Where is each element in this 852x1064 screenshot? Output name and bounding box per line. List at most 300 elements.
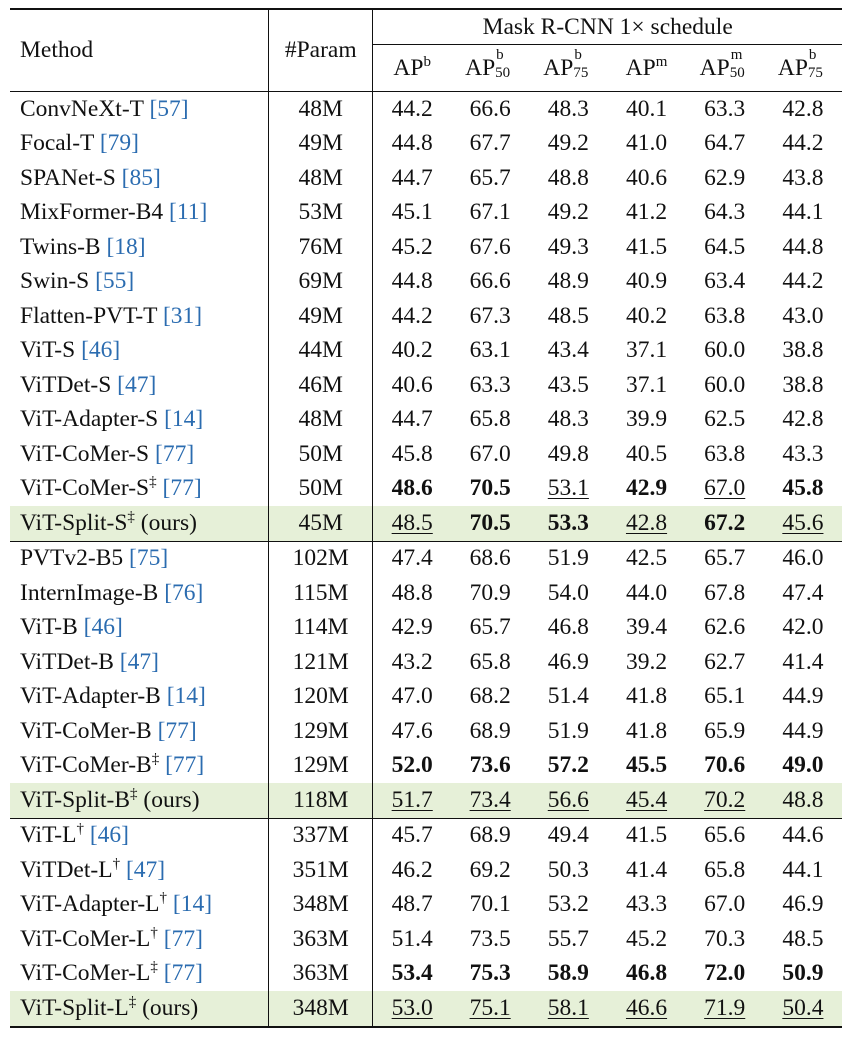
method-cell xyxy=(10,506,269,541)
method-mark: † xyxy=(150,924,158,941)
method-mark: ‡ xyxy=(150,959,158,976)
metric-cell: 41.4 xyxy=(625,856,668,883)
metric-header-4: AP m 50 xyxy=(699,46,745,81)
metric-cell: 53.0 xyxy=(373,991,451,1027)
table-row xyxy=(10,818,842,853)
table-row xyxy=(10,991,842,1027)
metric-cell: 39.2 xyxy=(625,648,668,675)
metric-cell: 43.3 xyxy=(782,440,824,467)
metric-cell: 67.0 xyxy=(704,891,746,918)
metric-cell: 53.2 xyxy=(547,891,589,918)
metric-cell: 41.5 xyxy=(625,233,668,260)
method-name: ViT-CoMer-B xyxy=(20,752,152,779)
metric-cell: 50.9 xyxy=(782,960,824,987)
metric-cell: 62.6 xyxy=(704,614,746,641)
metric-cell: 40.5 xyxy=(625,440,668,467)
method-cell xyxy=(10,645,269,680)
metric-cell: 67.6 xyxy=(469,233,511,260)
metric-cell: 68.9 xyxy=(469,717,511,744)
metric-cell: 40.2 xyxy=(391,337,433,364)
table-row xyxy=(10,127,842,162)
metric-cell: 50.3 xyxy=(547,856,589,883)
metric-cell: 40.1 xyxy=(607,92,685,127)
metric-cell: 39.9 xyxy=(625,406,668,433)
method-name: InternImage-B xyxy=(20,579,159,606)
method-name: ViT-CoMer-S xyxy=(20,440,150,467)
metric-cell: 44.8 xyxy=(391,130,433,157)
param-cell: 351M xyxy=(269,853,373,888)
method-cell xyxy=(10,991,269,1027)
method-name: ViT-Split-S xyxy=(20,509,128,536)
metric-cell: 65.9 xyxy=(704,717,746,744)
method-name: ViTDet-L xyxy=(20,856,113,883)
metric-cell: 68.6 xyxy=(451,541,529,576)
metric-cell: 70.5 xyxy=(469,475,511,502)
metric-cell: 49.2 xyxy=(547,199,589,226)
method-name: ViT-CoMer-B xyxy=(20,717,152,744)
param-cell: 337M xyxy=(269,818,373,853)
param-cell: 48M xyxy=(269,161,373,196)
metric-cell: 44.1 xyxy=(782,856,824,883)
table-row xyxy=(10,888,842,923)
method-cell xyxy=(10,611,269,646)
param-cell: 121M xyxy=(269,645,373,680)
param-cell: 348M xyxy=(269,991,373,1027)
metric-cell: 63.3 xyxy=(686,92,764,127)
param-cell: 48M xyxy=(269,92,373,127)
metric-cell: 63.4 xyxy=(704,268,746,295)
citation-link[interactable]: [85] xyxy=(121,164,161,191)
table-row xyxy=(10,368,842,403)
metric-cell: 49.2 xyxy=(547,130,589,157)
method-name: ViTDet-S xyxy=(20,371,112,398)
method-name: Swin-S xyxy=(20,268,90,295)
metric-cell: 72.0 xyxy=(704,960,746,987)
table-row xyxy=(10,161,842,196)
citation-link[interactable]: [47] xyxy=(125,856,166,883)
metric-cell: 65.8 xyxy=(469,648,511,675)
metric-cell: 70.5 xyxy=(451,506,529,541)
metric-cell: 64.3 xyxy=(704,199,746,226)
metric-cell: 50.4 xyxy=(764,991,842,1027)
metric-cell: 44.6 xyxy=(764,818,842,853)
method-name: Twins-B xyxy=(20,233,101,260)
table-row xyxy=(10,541,842,576)
metric-cell: 47.4 xyxy=(373,541,451,576)
metric-cell: 54.0 xyxy=(547,579,589,606)
metric-cell: 63.8 xyxy=(704,440,746,467)
metric-cell: 44.7 xyxy=(391,406,433,433)
metric-cell: 68.2 xyxy=(469,683,511,710)
citation-link[interactable]: [77] xyxy=(157,717,197,744)
method-cell xyxy=(10,957,269,992)
metric-cell: 45.1 xyxy=(391,199,433,226)
metric-cell: 40.9 xyxy=(625,268,668,295)
metric-cell: 43.8 xyxy=(782,164,824,191)
table-body xyxy=(10,92,842,1027)
metric-cell: 73.4 xyxy=(451,783,529,818)
metric-cell: 38.8 xyxy=(782,337,824,364)
param-cell: 50M xyxy=(269,437,373,472)
metric-cell: 52.0 xyxy=(391,752,433,779)
metric-cell: 44.0 xyxy=(625,579,668,606)
group-header: Mask R-CNN 1× schedule xyxy=(373,9,842,45)
metric-header-3: $AP^m$ xyxy=(625,53,668,81)
metric-cell: 53.3 xyxy=(529,506,607,541)
method-cell xyxy=(10,853,269,888)
method-cell xyxy=(10,541,269,576)
metric-cell: 45.8 xyxy=(391,440,433,467)
method-cell xyxy=(10,230,269,265)
param-cell: 114M xyxy=(269,611,373,646)
table-row xyxy=(10,265,842,300)
method-cell xyxy=(10,818,269,853)
metric-cell: 64.7 xyxy=(704,130,746,157)
table-row xyxy=(10,645,842,680)
metric-cell: 45.4 xyxy=(607,783,685,818)
metric-cell: 60.0 xyxy=(704,371,746,398)
metric-cell: 46.8 xyxy=(547,614,589,641)
metric-cell: 42.8 xyxy=(607,506,685,541)
table-row xyxy=(10,230,842,265)
metric-cell: 45.8 xyxy=(782,475,824,502)
method-name: ViTDet-B xyxy=(20,648,114,675)
ours-label: (ours) xyxy=(143,786,200,813)
table-row xyxy=(10,922,842,957)
metric-cell: 65.8 xyxy=(704,856,746,883)
citation-link[interactable]: [46] xyxy=(83,614,123,641)
metric-cell: 39.4 xyxy=(625,614,668,641)
metric-cell: 51.7 xyxy=(373,783,451,818)
metric-cell: 45.6 xyxy=(764,506,842,541)
method-name: ViT-Adapter-B xyxy=(20,683,161,710)
metric-cell: 48.6 xyxy=(391,475,433,502)
param-cell: 348M xyxy=(269,888,373,923)
metric-cell: 65.7 xyxy=(686,541,764,576)
citation-link[interactable]: [77] xyxy=(163,925,203,952)
method-name: ViT-Adapter-L xyxy=(20,891,160,918)
metric-cell: 75.3 xyxy=(469,960,511,987)
citation-link[interactable]: [46] xyxy=(81,337,121,364)
metric-cell: 40.6 xyxy=(625,164,668,191)
metric-cell: 67.2 xyxy=(686,506,764,541)
method-mark: ‡ xyxy=(130,785,138,802)
param-header: #Param xyxy=(269,9,373,92)
method-cell xyxy=(10,437,269,472)
method-cell xyxy=(10,472,269,507)
metric-cell: 42.8 xyxy=(782,406,824,433)
metric-cell: 42.5 xyxy=(607,541,685,576)
metric-cell: 70.1 xyxy=(469,891,511,918)
metric-cell: 41.5 xyxy=(607,818,685,853)
method-name: ViT-CoMer-S xyxy=(20,475,150,502)
metric-cell: 46.9 xyxy=(782,891,824,918)
citation-link[interactable]: [57] xyxy=(149,95,189,122)
metric-cell: 67.0 xyxy=(704,475,746,502)
method-cell xyxy=(10,749,269,784)
metric-cell: 46.9 xyxy=(547,648,589,675)
metric-cell: 69.2 xyxy=(469,856,511,883)
metric-cell: 47.0 xyxy=(391,683,433,710)
method-name: ViT-L xyxy=(20,822,77,849)
method-name: ViT-CoMer-L xyxy=(20,925,151,952)
metric-cell: 40.6 xyxy=(391,371,433,398)
method-name: ViT-S xyxy=(20,337,76,364)
results-table xyxy=(10,8,842,1028)
citation-link[interactable]: [31] xyxy=(162,302,203,329)
method-name: ViT-B xyxy=(20,614,78,641)
metric-cell: 67.3 xyxy=(469,302,511,329)
metric-cell: 44.2 xyxy=(391,302,433,329)
metric-cell: 48.8 xyxy=(764,783,842,818)
results-table-container xyxy=(10,8,842,1028)
citation-link[interactable]: [47] xyxy=(117,371,157,398)
metric-cell: 51.4 xyxy=(547,683,589,710)
metric-cell: 55.7 xyxy=(547,925,589,952)
metric-cell: 44.8 xyxy=(782,233,824,260)
param-cell: 118M xyxy=(269,783,373,818)
citation-link[interactable]: [77] xyxy=(165,752,205,779)
method-cell xyxy=(10,265,269,300)
param-cell: 49M xyxy=(269,299,373,334)
metric-cell: 63.3 xyxy=(469,371,511,398)
method-cell xyxy=(10,161,269,196)
metric-cell: 47.4 xyxy=(782,579,824,606)
metric-cell: 67.8 xyxy=(704,579,746,606)
metric-cell: 48.5 xyxy=(373,506,451,541)
metric-cell: 43.3 xyxy=(625,891,668,918)
table-row xyxy=(10,472,842,507)
citation-link[interactable]: [18] xyxy=(106,233,146,260)
metric-cell: 65.8 xyxy=(469,406,511,433)
metric-cell: 46.0 xyxy=(764,541,842,576)
metric-cell: 44.7 xyxy=(391,164,433,191)
method-mark: ‡ xyxy=(151,751,160,768)
metric-cell: 57.2 xyxy=(547,752,589,779)
method-cell xyxy=(10,680,269,715)
table-row xyxy=(10,92,842,127)
method-cell xyxy=(10,576,269,611)
metric-header-1: AP b 50 xyxy=(465,46,511,81)
metric-cell: 48.5 xyxy=(782,925,824,952)
metric-cell: 44.8 xyxy=(391,268,433,295)
metric-cell: 44.9 xyxy=(782,717,824,744)
table-row xyxy=(10,334,842,369)
metric-cell: 45.5 xyxy=(625,752,668,779)
metric-cell: 64.5 xyxy=(704,233,746,260)
metric-cell: 65.7 xyxy=(469,614,511,641)
citation-link[interactable]: [76] xyxy=(164,579,204,606)
method-mark: † xyxy=(159,890,168,907)
metric-cell: 60.0 xyxy=(704,337,746,364)
metric-header-0: $AP^b$ xyxy=(393,53,431,81)
citation-link[interactable]: [77] xyxy=(162,475,202,502)
metric-cell: 43.5 xyxy=(547,371,589,398)
metric-cell: 43.0 xyxy=(782,302,824,329)
table-row xyxy=(10,437,842,472)
metric-cell: 44.9 xyxy=(782,683,824,710)
metric-cell: 65.1 xyxy=(704,683,746,710)
citation-link[interactable]: [55] xyxy=(95,268,135,295)
citation-link[interactable]: [75] xyxy=(129,545,169,572)
metric-cell: 37.1 xyxy=(625,371,668,398)
metric-cell: 49.4 xyxy=(529,818,607,853)
metric-cell: 65.6 xyxy=(686,818,764,853)
table-row xyxy=(10,196,842,231)
table-row xyxy=(10,576,842,611)
citation-link[interactable]: [11] xyxy=(169,199,208,226)
method-mark: † xyxy=(76,821,84,838)
method-name: ViT-CoMer-L xyxy=(20,960,151,987)
metric-cell: 68.9 xyxy=(451,818,529,853)
param-cell: 44M xyxy=(269,334,373,369)
param-cell: 50M xyxy=(269,472,373,507)
method-cell xyxy=(10,403,269,438)
param-cell: 102M xyxy=(269,541,373,576)
metric-cell: 44.1 xyxy=(782,199,824,226)
metric-cell: 48.3 xyxy=(529,92,607,127)
metric-cell: 48.8 xyxy=(391,579,433,606)
method-name: MixFormer-B4 xyxy=(20,199,164,226)
param-cell: 363M xyxy=(269,922,373,957)
table-row xyxy=(10,783,842,818)
metric-cell: 49.0 xyxy=(782,752,824,779)
table-row xyxy=(10,853,842,888)
citation-link[interactable]: [14] xyxy=(172,891,213,918)
table-row xyxy=(10,403,842,438)
method-cell xyxy=(10,714,269,749)
metric-cell: 44.2 xyxy=(782,268,824,295)
metric-header-5: AP b 75 xyxy=(777,46,823,81)
method-name: PVTv2-B5 xyxy=(20,545,124,572)
metric-cell: 48.7 xyxy=(391,891,433,918)
method-mark: ‡ xyxy=(127,508,135,525)
metric-cell: 66.6 xyxy=(451,92,529,127)
metric-cell: 75.1 xyxy=(451,991,529,1027)
method-cell xyxy=(10,127,269,162)
method-name: Flatten-PVT-T xyxy=(20,302,158,329)
metric-cell: 70.3 xyxy=(704,925,746,952)
metric-cell: 46.2 xyxy=(391,856,433,883)
metric-cell: 58.9 xyxy=(547,960,589,987)
table-row xyxy=(10,299,842,334)
metric-cell: 48.9 xyxy=(547,268,589,295)
metric-header-2: AP b 75 xyxy=(543,46,589,81)
table-row xyxy=(10,957,842,992)
metric-cell: 73.5 xyxy=(469,925,511,952)
metric-cell: 62.7 xyxy=(704,648,746,675)
param-cell: 46M xyxy=(269,368,373,403)
metric-cell: 70.9 xyxy=(469,579,511,606)
metric-cell: 51.9 xyxy=(529,541,607,576)
table-row xyxy=(10,714,842,749)
metric-cell: 66.6 xyxy=(469,268,511,295)
metric-cell: 37.1 xyxy=(625,337,668,364)
method-cell xyxy=(10,334,269,369)
citation-link[interactable]: [14] xyxy=(164,406,204,433)
param-cell: 69M xyxy=(269,265,373,300)
method-cell xyxy=(10,922,269,957)
metric-cell: 71.9 xyxy=(686,991,764,1027)
param-cell: 129M xyxy=(269,714,373,749)
method-name: Focal-T xyxy=(20,130,94,157)
metric-cell: 41.0 xyxy=(625,130,668,157)
method-name: ViT-Adapter-S xyxy=(20,406,159,433)
method-name: ViT-Split-B xyxy=(20,786,131,813)
metric-cell: 67.7 xyxy=(469,130,511,157)
method-name: ConvNeXt-T xyxy=(20,95,144,122)
metric-cell: 46.8 xyxy=(625,960,668,987)
metric-cell: 62.9 xyxy=(704,164,746,191)
param-cell: 45M xyxy=(269,506,373,541)
metric-cell: 47.6 xyxy=(391,717,433,744)
table-row xyxy=(10,749,842,784)
metric-cell: 42.9 xyxy=(625,475,668,502)
metric-cell: 62.5 xyxy=(704,406,746,433)
metric-cell: 65.7 xyxy=(469,164,511,191)
param-cell: 129M xyxy=(269,749,373,784)
metric-cell: 51.9 xyxy=(547,717,589,744)
table-row xyxy=(10,611,842,646)
metric-cell: 46.6 xyxy=(607,991,685,1027)
method-name: SPANet-S xyxy=(20,164,116,191)
metric-cell: 45.2 xyxy=(625,925,668,952)
metric-cell: 63.8 xyxy=(704,302,746,329)
metric-cell: 67.1 xyxy=(469,199,511,226)
metric-cell: 70.2 xyxy=(686,783,764,818)
metric-cell: 41.8 xyxy=(625,683,668,710)
citation-link[interactable]: [79] xyxy=(99,130,139,157)
citation-link[interactable]: [14] xyxy=(166,683,206,710)
metric-cell: 48.5 xyxy=(547,302,589,329)
method-cell xyxy=(10,196,269,231)
citation-link[interactable]: [47] xyxy=(119,648,159,675)
citation-link[interactable]: [46] xyxy=(89,822,129,849)
metric-cell: 40.2 xyxy=(625,302,668,329)
metric-cell: 67.0 xyxy=(469,440,511,467)
metric-cell: 42.8 xyxy=(764,92,842,127)
metric-cell: 44.2 xyxy=(373,92,451,127)
metric-cell: 56.6 xyxy=(529,783,607,818)
metric-cell: 63.1 xyxy=(469,337,511,364)
param-cell: 363M xyxy=(269,957,373,992)
method-mark: ‡ xyxy=(149,474,157,491)
method-mark: † xyxy=(112,855,121,872)
method-cell xyxy=(10,299,269,334)
method-cell xyxy=(10,92,269,127)
metric-cell: 73.6 xyxy=(469,752,511,779)
table-row xyxy=(10,680,842,715)
metric-cell: 48.8 xyxy=(547,164,589,191)
metric-cell: 41.8 xyxy=(625,717,668,744)
ours-label: (ours) xyxy=(142,994,199,1021)
method-cell xyxy=(10,888,269,923)
citation-link[interactable]: [77] xyxy=(163,960,203,987)
metric-cell: 53.4 xyxy=(391,960,433,987)
metric-cell: 53.1 xyxy=(547,475,589,502)
metric-cell: 43.2 xyxy=(391,648,433,675)
param-cell: 120M xyxy=(269,680,373,715)
metric-cell: 38.8 xyxy=(782,371,824,398)
metric-cell: 45.2 xyxy=(391,233,433,260)
citation-link[interactable]: [77] xyxy=(155,440,195,467)
metric-cell: 49.3 xyxy=(547,233,589,260)
metric-cell: 44.2 xyxy=(782,130,824,157)
metric-cell: 58.1 xyxy=(529,991,607,1027)
metric-cell: 41.4 xyxy=(782,648,824,675)
metric-cell: 42.9 xyxy=(391,614,433,641)
method-mark: ‡ xyxy=(128,993,137,1010)
